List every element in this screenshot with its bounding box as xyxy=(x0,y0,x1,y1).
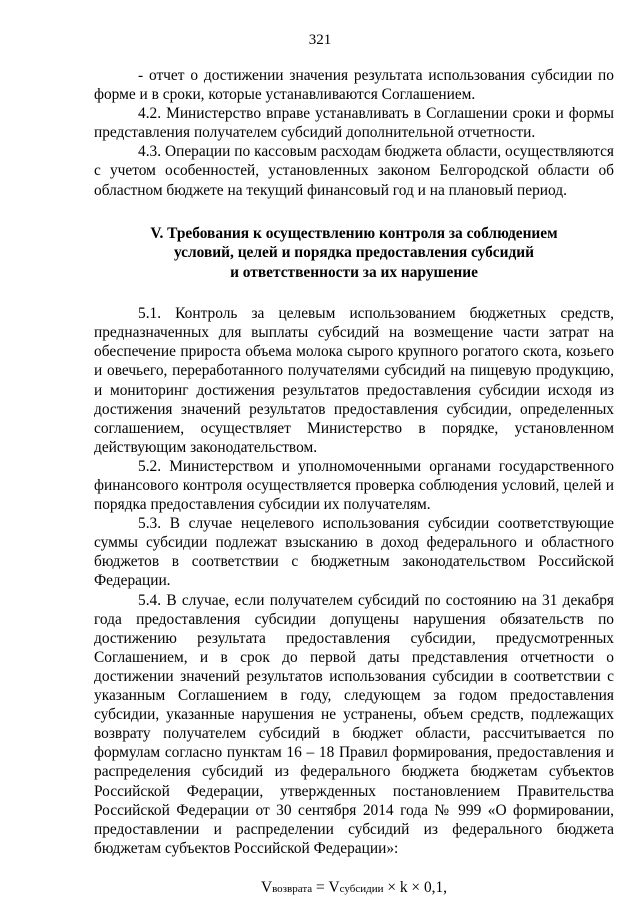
paragraph-report-item: - отчет о достижении значения результата использования субсидии по форме и в сроки, которые устанавливаются Соглашением. xyxy=(94,67,614,104)
paragraph-4-2: 4.2. Министерство вправе устанавливать в Соглашении сроки и формы представления получателем субсидий дополнительной отчетности. xyxy=(94,105,614,142)
section-heading-line: и ответственности за их нарушение xyxy=(230,263,478,281)
refund-formula xyxy=(94,878,614,899)
section-heading-line: V. Требования к осуществлению контроля за соблюдением xyxy=(150,224,558,242)
formula-symbol: V xyxy=(260,878,273,896)
formula-subscript: возврата xyxy=(272,882,313,895)
paragraph-5-4: 5.4. В случае, если получателем субсидий по состоянию на 31 декабря года предоставления субсидии допущены нарушения обязательств по достижению результата предоставления субсидии, предусмотренных Соглашением, и в срок до первой даты представления отчетности о достижении значений результатов использования субсидии в соответствии с указанным Соглашением в году, следующем за годом предоставления субсидии, указанные нарушения не устранены, объем средств, подлежащих возврату получателем субсидий в бюджет области, рассчитывается по формулам согласно пунктам 16 – 18 Правил формирования, предоставления и распределения субсидий из федерального бюджета бюджетам субъектов Российской Федерации, утвержденных постановлением Правительства Российской Федерации от 30 сентября 2014 года № 999 «О формировании, предоставлении и распределении субсидий из федерального бюджета бюджетам субъектов Российской Федерации»: xyxy=(94,591,614,857)
document-body xyxy=(94,66,614,899)
formula-subscript: субсидии xyxy=(339,882,384,895)
paragraph-5-2: 5.2. Министерством и уполномоченными органами государственного финансового контроля осуществляется проверка соблюдения условий, целей и порядка предоставления субсидии их получателям. xyxy=(94,457,614,514)
paragraph-5-1: 5.1. Контроль за целевым использованием бюджетных средств, предназначенных для выплаты субсидий на возмещение части затрат на обеспечение прироста объема молока сырого крупного рогатого скота, козьего и овечьего, переработанного получателями субсидий на пищевую продукцию, и мониторинг достижения результатов предоставления субсидии исходя из достижения значений результатов предоставления субсидии, определенных соглашением, осуществляет Министерство в порядке, установленном действующим законодательством. xyxy=(94,305,614,456)
formula-rest: × k × 0,1, xyxy=(383,878,448,896)
paragraph-5-3: 5.3. В случае нецелевого использования субсидии соответствующие суммы субсидии подлежат взысканию в доход федерального и областного бюджетов в соответствии с бюджетным законодательством Российской Федерации. xyxy=(94,515,614,590)
section-heading-line: условий, целей и порядка предоставления субсидий xyxy=(173,244,535,262)
paragraph-4-3: 4.3. Операции по кассовым расходам бюджета области, осуществляются с учетом особенностей, установленных законом Белгородской области об областном бюджете на текущий финансовый год и на плановый период. xyxy=(94,143,614,199)
formula-operator: = xyxy=(312,878,329,896)
page-number: 321 xyxy=(308,32,332,48)
section-heading xyxy=(94,224,614,283)
formula-symbol: V xyxy=(328,878,340,896)
